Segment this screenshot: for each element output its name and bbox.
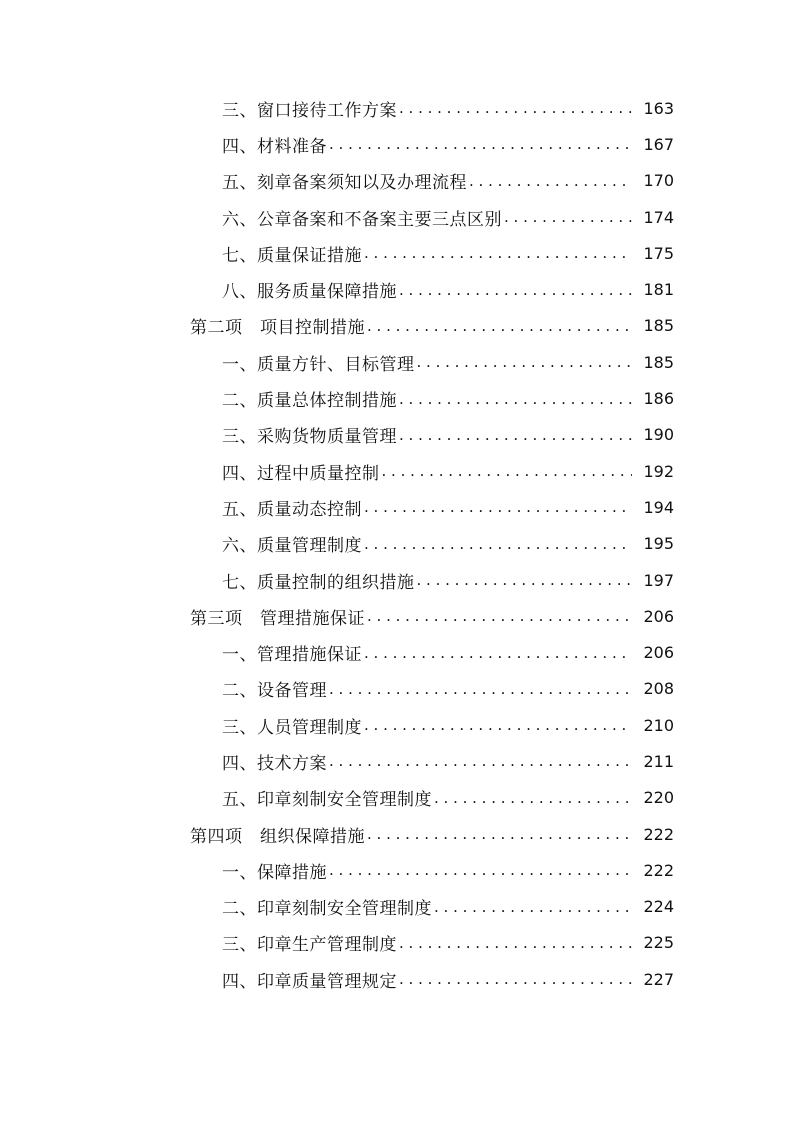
toc-dot-leader <box>364 535 632 553</box>
toc-entry-line <box>190 604 674 629</box>
toc-dot-leader <box>434 789 632 807</box>
toc-entry-title: 四、技术方案 <box>222 749 329 774</box>
toc-page-number: 195 <box>643 534 674 554</box>
toc-dot-leader <box>364 644 632 662</box>
toc-dot-leader <box>364 716 632 734</box>
toc-dot-leader <box>329 135 632 153</box>
toc-page-number: 210 <box>643 715 674 735</box>
toc-dot-leader <box>382 462 633 480</box>
toc-dot-leader <box>329 752 632 770</box>
toc-entry-title: 第三项 管理措施保证 <box>190 604 367 629</box>
toc-entry-title: 一、保障措施 <box>222 858 329 883</box>
toc-entry-line <box>222 422 674 447</box>
toc-entry-line <box>222 132 674 157</box>
toc-entry-line <box>222 205 674 230</box>
toc-entry-line <box>222 967 674 992</box>
toc-subsection-entry[interactable] <box>0 562 793 598</box>
toc-entry-title: 八、服务质量保障措施 <box>222 277 399 302</box>
toc-page-number: 222 <box>643 860 674 880</box>
toc-entry-line <box>222 568 674 593</box>
toc-entry-title: 三、人员管理制度 <box>222 713 364 738</box>
toc-page-number: 190 <box>643 425 674 445</box>
table-of-contents <box>0 90 793 997</box>
toc-dot-leader <box>504 208 632 226</box>
toc-entry-line <box>222 894 674 919</box>
toc-dot-leader <box>417 571 633 589</box>
toc-entry-title: 二、质量总体控制措施 <box>222 386 399 411</box>
toc-subsection-entry[interactable] <box>0 707 793 743</box>
toc-entry-title: 三、采购货物质量管理 <box>222 422 399 447</box>
toc-page-number: 225 <box>643 933 674 953</box>
toc-dot-leader <box>399 934 632 952</box>
toc-entry-line <box>222 749 674 774</box>
toc-page-number: 185 <box>643 316 674 336</box>
toc-page-number: 175 <box>643 243 674 263</box>
toc-section-entry[interactable] <box>0 308 793 344</box>
toc-entry-line <box>190 822 674 847</box>
toc-subsection-entry[interactable] <box>0 852 793 888</box>
toc-entry-title: 四、材料准备 <box>222 132 329 157</box>
toc-entry-title: 二、印章刻制安全管理制度 <box>222 894 434 919</box>
toc-subsection-entry[interactable] <box>0 235 793 271</box>
toc-subsection-entry[interactable] <box>0 163 793 199</box>
toc-subsection-entry[interactable] <box>0 90 793 126</box>
toc-subsection-entry[interactable] <box>0 271 793 307</box>
toc-page-number: 224 <box>643 897 674 917</box>
toc-entry-line <box>222 676 674 701</box>
toc-subsection-entry[interactable] <box>0 743 793 779</box>
toc-subsection-entry[interactable] <box>0 453 793 489</box>
toc-subsection-entry[interactable] <box>0 889 793 925</box>
toc-entry-title: 六、公章备案和不备案主要三点区别 <box>222 205 504 230</box>
toc-dot-leader <box>399 970 632 988</box>
toc-entry-line <box>222 459 674 484</box>
toc-page-number: 163 <box>643 98 674 118</box>
toc-subsection-entry[interactable] <box>0 417 793 453</box>
toc-page-number: 186 <box>643 389 674 409</box>
toc-entry-title: 五、刻章备案须知以及办理流程 <box>222 168 469 193</box>
toc-dot-leader <box>329 861 632 879</box>
toc-subsection-entry[interactable] <box>0 780 793 816</box>
toc-dot-leader <box>367 317 632 335</box>
toc-entry-title: 五、质量动态控制 <box>222 495 364 520</box>
toc-subsection-entry[interactable] <box>0 344 793 380</box>
toc-entry-title: 四、印章质量管理规定 <box>222 967 399 992</box>
toc-dot-leader <box>417 353 633 371</box>
toc-entry-title: 三、窗口接待工作方案 <box>222 96 399 121</box>
toc-page-number: 211 <box>643 751 674 771</box>
toc-subsection-entry[interactable] <box>0 925 793 961</box>
toc-subsection-entry[interactable] <box>0 199 793 235</box>
toc-page-number: 227 <box>643 969 674 989</box>
toc-entry-line <box>222 713 674 738</box>
toc-entry-title: 第四项 组织保障措施 <box>190 822 367 847</box>
toc-entry-title: 七、质量控制的组织措施 <box>222 568 417 593</box>
toc-page-number: 206 <box>643 606 674 626</box>
toc-dot-leader <box>364 498 632 516</box>
toc-section-entry[interactable] <box>0 598 793 634</box>
toc-entry-title: 四、过程中质量控制 <box>222 459 382 484</box>
toc-page-number: 170 <box>643 171 674 191</box>
toc-dot-leader <box>434 898 632 916</box>
toc-entry-title: 六、质量管理制度 <box>222 531 364 556</box>
toc-dot-leader <box>367 607 632 625</box>
toc-page-number: 220 <box>643 788 674 808</box>
toc-page-number: 206 <box>643 643 674 663</box>
toc-subsection-entry[interactable] <box>0 526 793 562</box>
toc-page-number: 197 <box>643 570 674 590</box>
toc-page-number: 174 <box>643 207 674 227</box>
toc-dot-leader <box>399 390 632 408</box>
toc-entry-title: 七、质量保证措施 <box>222 241 364 266</box>
toc-page-number: 194 <box>643 497 674 517</box>
toc-dot-leader <box>364 244 632 262</box>
toc-entry-line <box>190 313 674 338</box>
toc-page-number: 222 <box>643 824 674 844</box>
toc-entry-title: 第二项 项目控制措施 <box>190 313 367 338</box>
toc-page-number: 167 <box>643 134 674 154</box>
toc-dot-leader <box>469 172 632 190</box>
toc-entry-line <box>222 96 674 121</box>
toc-subsection-entry[interactable] <box>0 671 793 707</box>
toc-entry-line <box>222 386 674 411</box>
toc-dot-leader <box>329 680 632 698</box>
toc-entry-line <box>222 640 674 665</box>
toc-subsection-entry[interactable] <box>0 634 793 670</box>
toc-entry-title: 二、设备管理 <box>222 676 329 701</box>
toc-entry-line <box>222 858 674 883</box>
toc-page-number: 192 <box>643 461 674 481</box>
toc-section-entry[interactable] <box>0 816 793 852</box>
toc-dot-leader <box>399 281 632 299</box>
toc-entry-title: 一、质量方针、目标管理 <box>222 350 417 375</box>
toc-entry-line <box>222 531 674 556</box>
toc-subsection-entry[interactable] <box>0 489 793 525</box>
toc-entry-line <box>222 277 674 302</box>
toc-dot-leader <box>399 426 632 444</box>
toc-entry-line <box>222 930 674 955</box>
toc-page-number: 185 <box>643 352 674 372</box>
toc-entry-title: 三、印章生产管理制度 <box>222 930 399 955</box>
toc-entry-line <box>222 350 674 375</box>
toc-dot-leader <box>399 99 632 117</box>
toc-entry-line <box>222 785 674 810</box>
toc-dot-leader <box>367 825 632 843</box>
toc-entry-line <box>222 495 674 520</box>
toc-page-number: 181 <box>643 280 674 300</box>
toc-subsection-entry[interactable] <box>0 380 793 416</box>
toc-entry-title: 五、印章刻制安全管理制度 <box>222 785 434 810</box>
toc-subsection-entry[interactable] <box>0 961 793 997</box>
toc-entry-title: 一、管理措施保证 <box>222 640 364 665</box>
toc-subsection-entry[interactable] <box>0 126 793 162</box>
toc-page-number: 208 <box>643 679 674 699</box>
toc-entry-line <box>222 241 674 266</box>
toc-entry-line <box>222 168 674 193</box>
